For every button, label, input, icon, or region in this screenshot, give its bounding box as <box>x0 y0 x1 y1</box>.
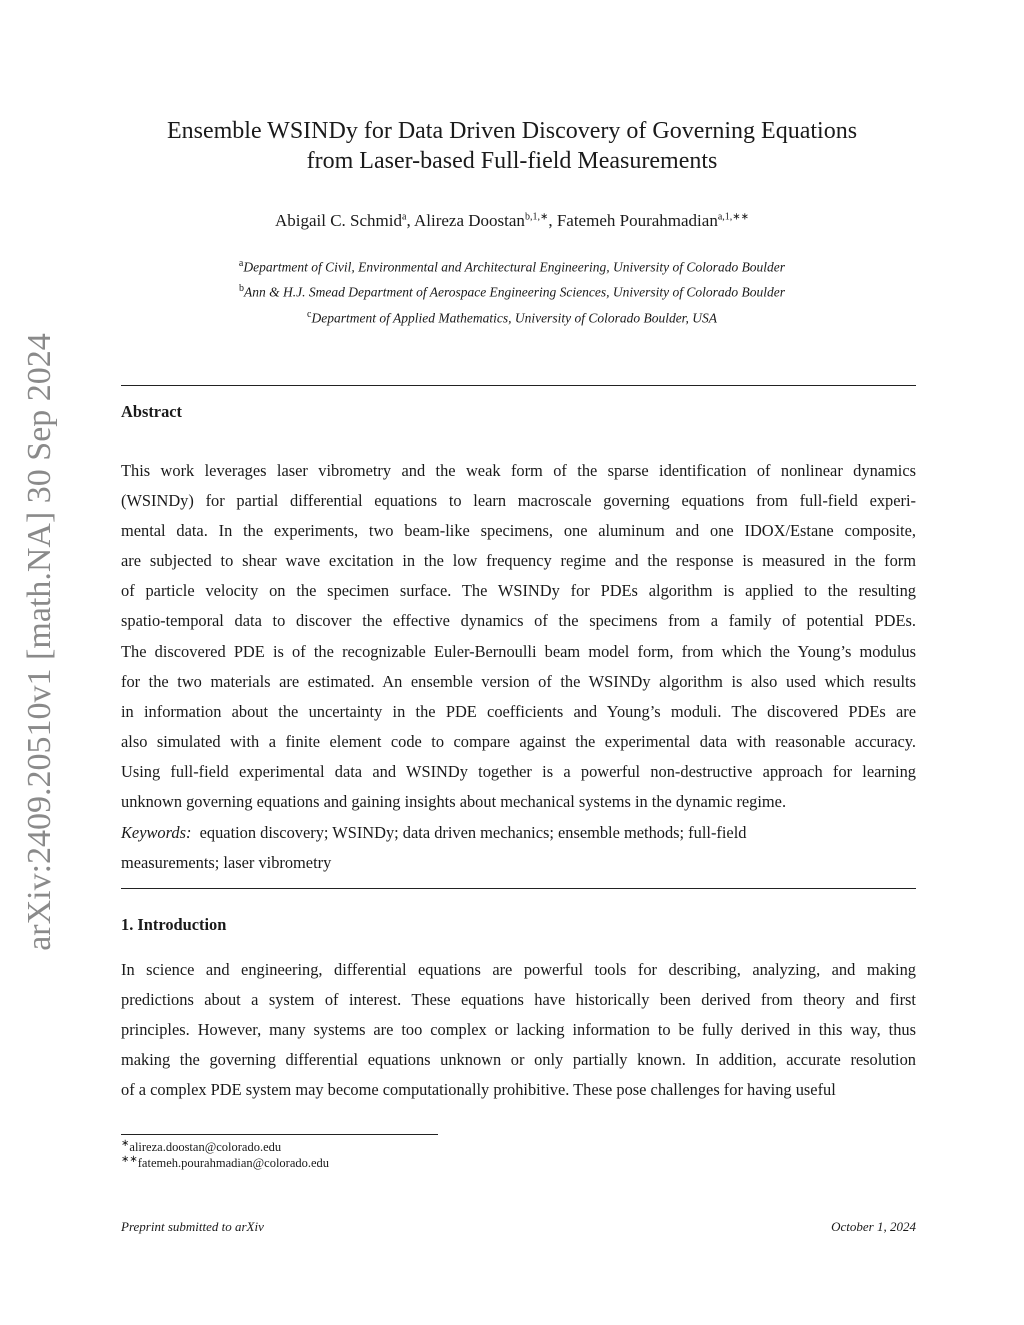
keywords <box>121 818 916 878</box>
section-heading: 1. Introduction <box>121 915 227 934</box>
keywords-label: Keywords: <box>121 823 192 842</box>
text-line: mental data. In the experiments, two beam-like specimens, one aluminum and one IDOX/Estane composite, <box>121 521 916 541</box>
introduction-body <box>121 955 916 1105</box>
title-line: from Laser-based Full-field Measurements <box>306 148 718 174</box>
author: Alireza Doostan <box>414 211 525 230</box>
text-line: This work leverages laser vibrometry and the weak form of the sparse identification of nonlinear dynamics <box>121 461 916 480</box>
author-sup: b,1,∗ <box>524 211 549 223</box>
keywords-line: measurements; laser vibrometry <box>121 853 332 873</box>
text-line: predictions about a system of interest. These equations have historically been derived from theory and first <box>121 990 916 1010</box>
text-line: unknown governing equations and gaining insights about mechanical systems in the dynamic regime. <box>121 792 787 812</box>
text-line: The discovered PDE is of the recognizable Euler-Bernoulli beam model form, from which the Young’s modulus <box>121 641 916 661</box>
aff-sup: b <box>238 283 244 294</box>
footnote <box>121 1154 329 1171</box>
text-line: (WSINDy) for partial differential equations to learn macroscale governing equations from full-field experi- <box>121 491 916 511</box>
aff-sup: a <box>238 258 244 269</box>
divider <box>121 385 916 386</box>
footer-left: Preprint submitted to arXiv <box>121 1219 264 1234</box>
text-line: of particle velocity on the specimen surface. The WSINDy for PDEs algorithm is applied to the resulting <box>121 581 916 601</box>
text-line: also simulated with a finite element code to compare against the experimental data with reasonable accuracy. <box>121 731 916 751</box>
abstract-body <box>121 456 916 817</box>
keywords-text: equation discovery; WSINDy; data driven mechanics; ensemble methods; full-field <box>199 823 747 842</box>
text-line: principles. However, many systems are too complex or lacking information to be fully derived in this way, thus <box>121 1020 916 1040</box>
text-line: of a complex PDE system may become computationally prohibitive. These pose challenges for having useful <box>121 1080 836 1100</box>
text-line: spatio-temporal data to discover the effective dynamics of the specimens from a family of potential PDEs. <box>121 611 916 631</box>
text-line: making the governing differential equations unknown or only partially known. In addition, accurate resolution <box>121 1050 916 1070</box>
author-sup: a,1,∗∗ <box>717 211 750 223</box>
text-line: are subjected to shear wave excitation in the low frequency regime and the response is measured in the form <box>121 551 916 571</box>
author-sup: a <box>401 211 407 223</box>
footnote-rule <box>121 1134 438 1135</box>
footnote-sup: ∗ <box>121 1138 130 1149</box>
divider <box>121 888 916 889</box>
affiliation <box>0 309 1024 327</box>
author: Abigail C. Schmid <box>274 211 402 230</box>
author: Fatemeh Pourahmadian <box>556 211 718 230</box>
aff-text: Department of Applied Mathematics, University of Colorado Boulder, USA <box>311 310 717 326</box>
text-line: In science and engineering, differential equations are powerful tools for describing, analyzing, and making <box>121 960 916 979</box>
footnote-sup: ∗∗ <box>121 1154 138 1165</box>
title-line: Ensemble WSINDy for Data Driven Discovery of Governing Equations <box>166 118 858 144</box>
aff-text: Department of Civil, Environmental and Architectural Engineering, University of Colorado Boulder <box>243 259 786 275</box>
arxiv-identifier: arXiv:2409.20510v1 [math.NA] 30 Sep 2024 <box>21 333 58 951</box>
abstract-heading: Abstract <box>121 402 182 421</box>
affiliation <box>0 283 1024 301</box>
author-list: Abigail C. Schmid$^a$, Alireza Doostan$^{b,1,∗}$, Fatemeh Pourahmadian$^{a,1,∗∗}$ <box>274 211 750 230</box>
text-line: Using full-field experimental data and WSINDy together is a powerful non-destructive approach for learning <box>121 761 916 781</box>
keywords-line <box>121 818 916 848</box>
paper-title <box>0 116 1024 176</box>
footer-right: October 1, 2024 <box>831 1219 916 1234</box>
footnote <box>121 1138 281 1155</box>
affiliation <box>0 258 1024 276</box>
footnote-text: alireza.doostan@colorado.edu <box>129 1140 282 1155</box>
footnote-text: fatemeh.pourahmadian@colorado.edu <box>137 1156 330 1171</box>
aff-sup: c <box>307 309 312 320</box>
aff-text: Ann & H.J. Smead Department of Aerospace Engineering Sciences, University of Colorado Boulder <box>243 284 786 300</box>
text-line: for the two materials are estimated. An ensemble version of the WSINDy algorithm is also used which results <box>121 671 916 691</box>
text-line: in information about the uncertainty in the PDE coefficients and Young’s moduli. The discovered PDEs are <box>121 701 916 721</box>
